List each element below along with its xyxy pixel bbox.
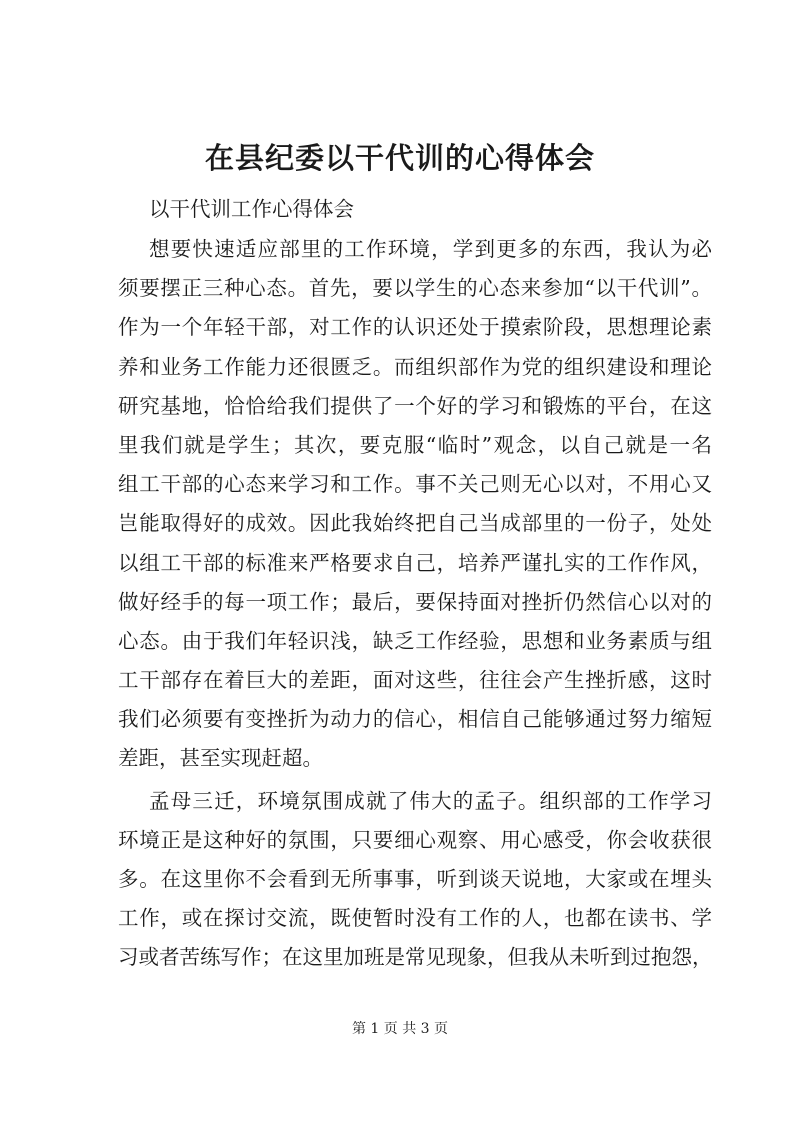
- paragraph-line: 岂能取得好的成效。因此我始终把自己当成部里的一份子，处处: [118, 511, 712, 536]
- page-number-footer: 第 1 页 共 3 页: [351, 1021, 449, 1037]
- paragraph-1: [118, 230, 712, 779]
- paragraph-line: 我们必须要有变挫折为动力的信心，相信自己能够通过努力缩短: [118, 707, 712, 732]
- paragraph-line: 做好经手的每一项工作；最后，要保持面对挫折仍然信心以对的: [118, 589, 712, 614]
- paragraph-line: 须要摆正三种心态。首先，要以学生的心态来参加“以干代训”。: [118, 276, 712, 301]
- paragraph-line: 孟母三迁，环境氛围成就了伟大的孟子。组织部的工作学习: [149, 788, 712, 813]
- paragraph-2: [118, 782, 712, 978]
- paragraph-line: 环境正是这种好的氛围，只要细心观察、用心感受，你会收获很: [118, 827, 712, 852]
- paragraph-line: 差距，甚至实现赶超。: [118, 746, 323, 771]
- document-title: 在县纪委以干代训的心得体会: [204, 141, 595, 175]
- paragraph-line: 习或者苦练写作；在这里加班是常见现象，但我从未听到过抱怨，: [118, 945, 712, 970]
- paragraph-line: 工干部存在着巨大的差距，面对这些，往往会产生挫折感，这时: [118, 668, 712, 693]
- paragraph-line: 作为一个年轻干部，对工作的认识还处于摸索阶段，思想理论素: [118, 315, 712, 340]
- paragraph-line: 养和业务工作能力还很匮乏。而组织部作为党的组织建设和理论: [118, 354, 712, 379]
- paragraph-line: 心态。由于我们年轻识浅，缺乏工作经验，思想和业务素质与组: [118, 628, 712, 653]
- paragraph-line: 多。在这里你不会看到无所事事，听到谈天说地，大家或在埋头: [118, 867, 712, 891]
- paragraph-line: 组工干部的心态来学习和工作。事不关己则无心以对，不用心又: [118, 472, 712, 497]
- paragraph-line: 研究基地，恰恰给我们提供了一个好的学习和锻炼的平台，在这: [118, 393, 712, 418]
- paragraph-line: 里我们就是学生；其次，要克服“临时”观念，以自己就是一名: [118, 432, 712, 457]
- document-body: [118, 188, 712, 978]
- paragraph-line: 以组工干部的标准来严格要求自己，培养严谨扎实的工作作风，: [118, 550, 712, 575]
- paragraph-line: 工作，或在探讨交流，既使暂时没有工作的人，也都在读书、学: [118, 906, 712, 931]
- document-subtitle: 以干代训工作心得体会: [149, 197, 354, 221]
- paragraph-line: 想要快速适应部里的工作环境，学到更多的东西，我认为必: [149, 237, 712, 261]
